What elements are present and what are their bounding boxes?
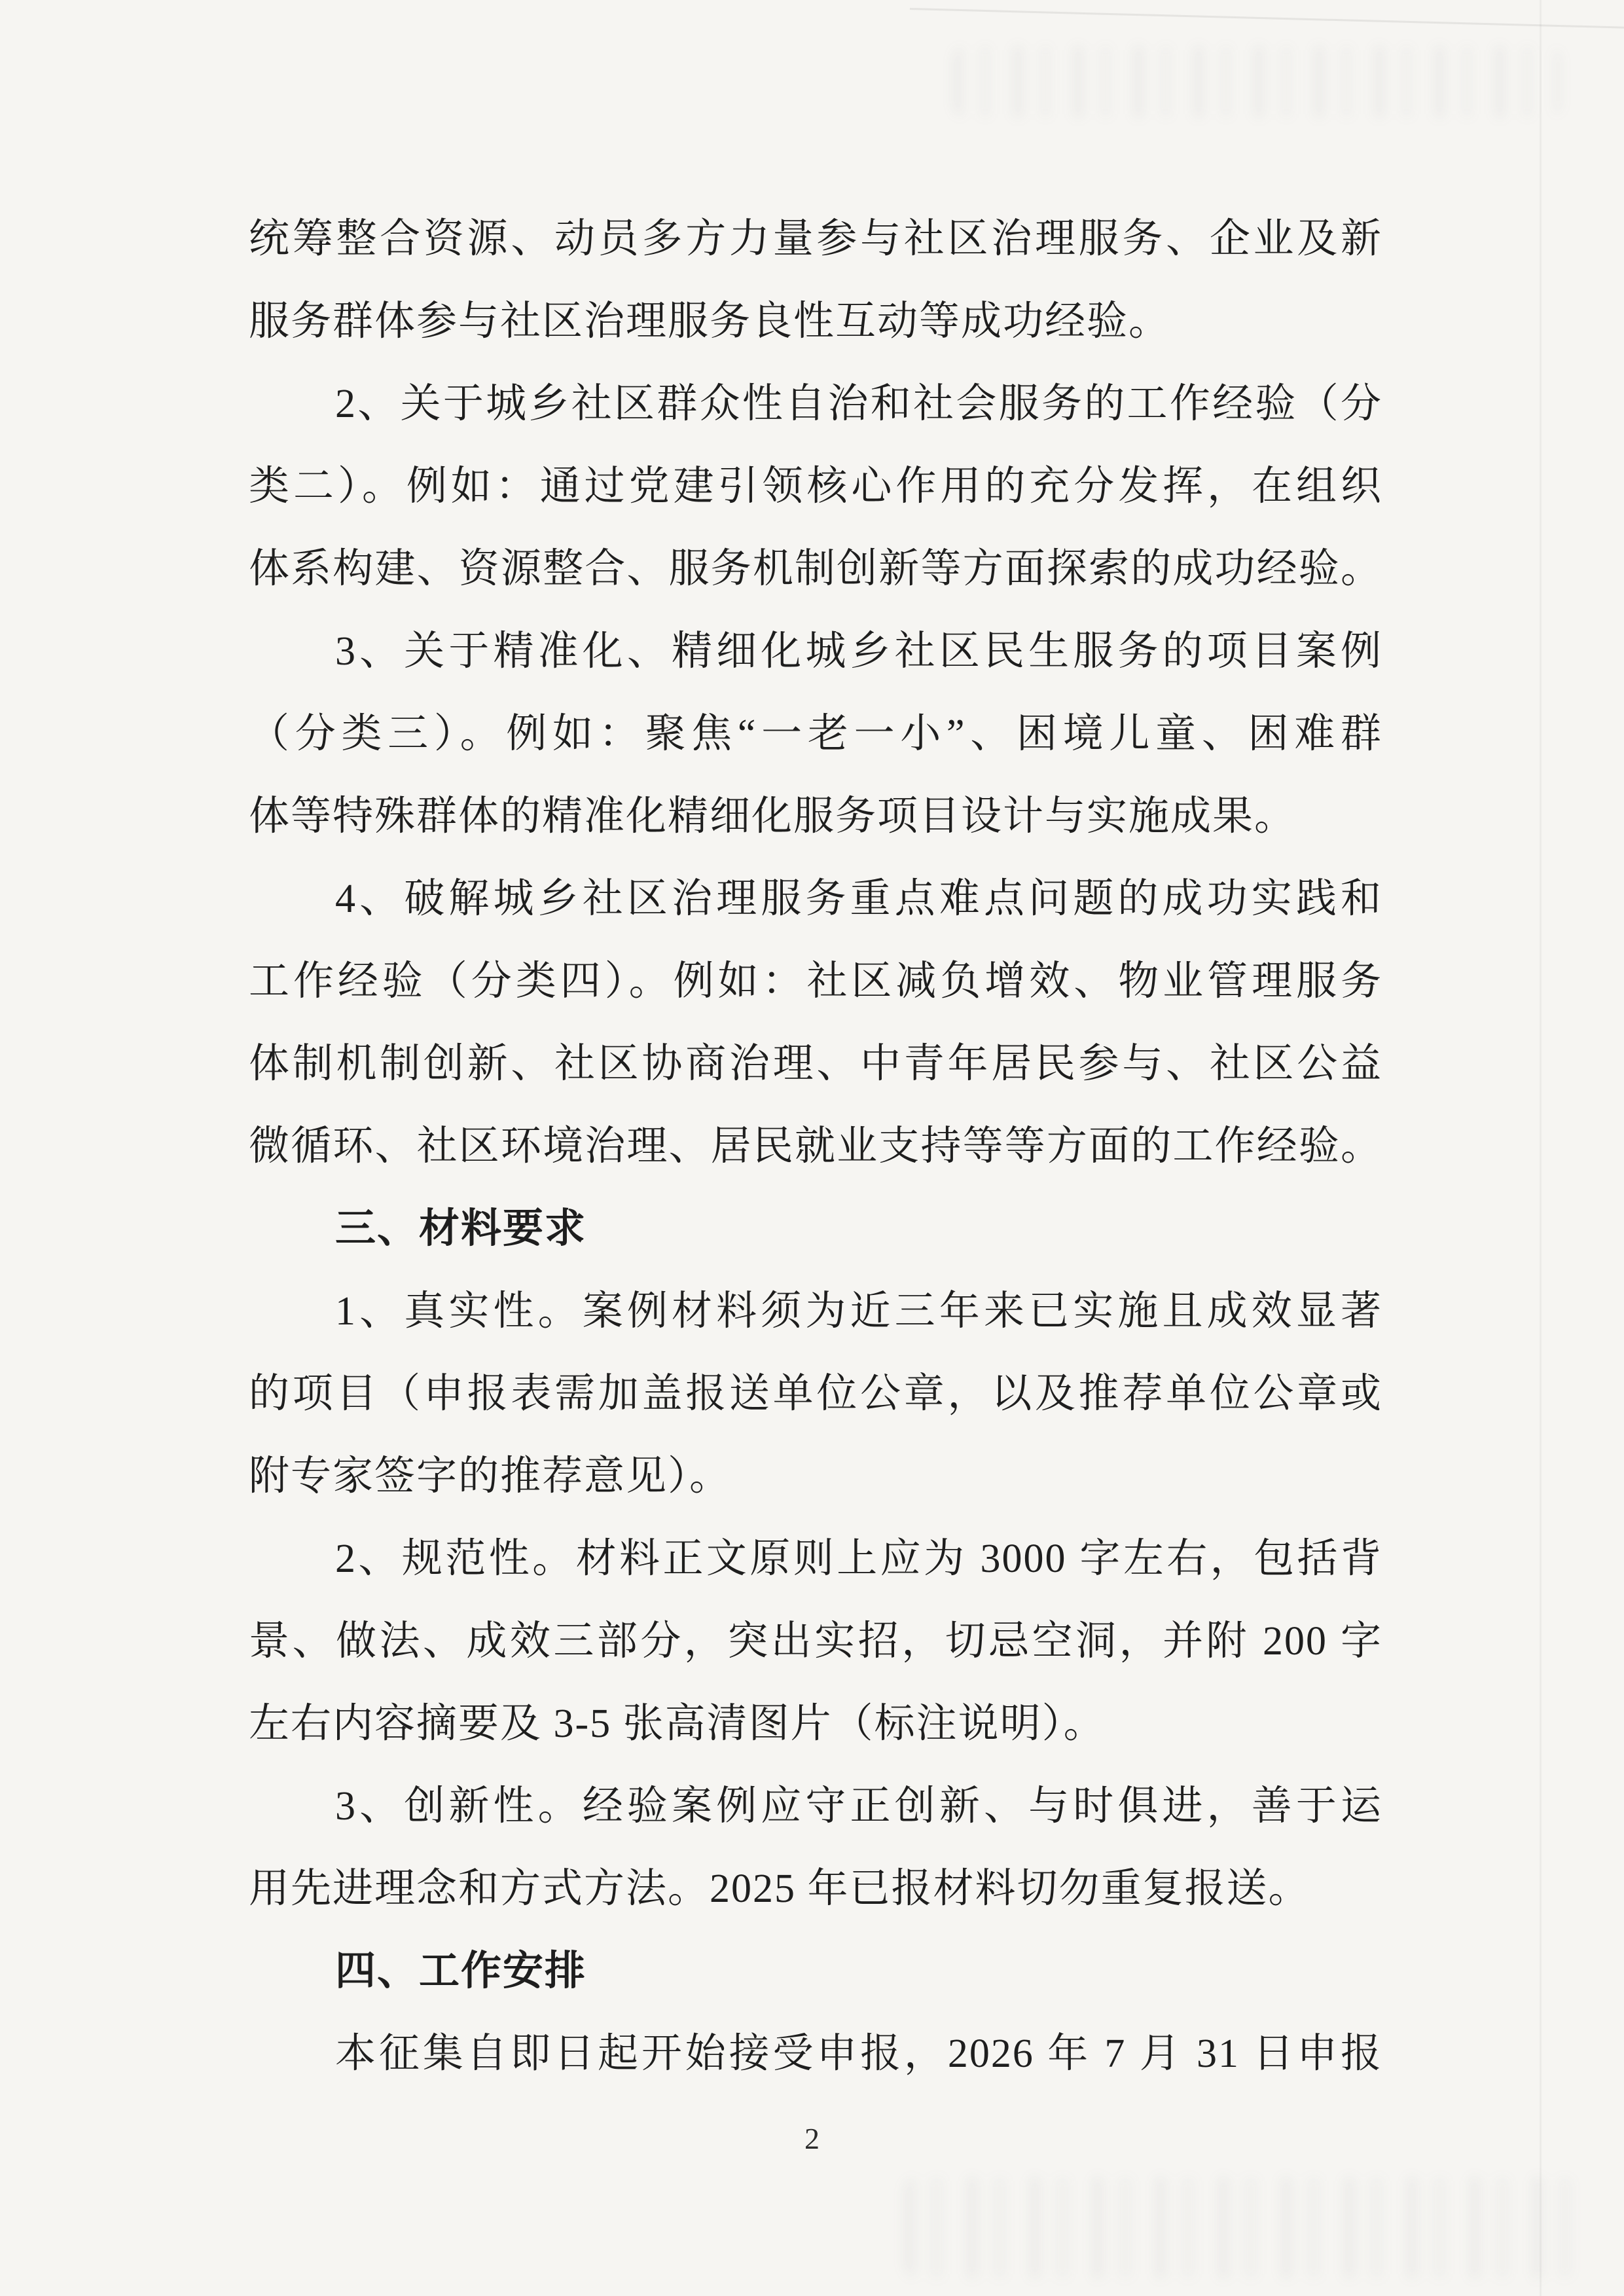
text-line: 本征集自即日起开始接受申报，2026 年 7 月 31 日申报 bbox=[335, 2032, 1382, 2076]
bleedthrough-smudge-bottom bbox=[903, 2177, 1578, 2278]
text-line: 统筹整合资源、动员多方力量参与社区治理服务、企业及新 bbox=[249, 217, 1382, 261]
text-line: 工作经验（分类四）。例如：社区减负增效、物业管理服务 bbox=[249, 959, 1382, 1004]
text-line: 体等特殊群体的精准化精细化服务项目设计与实施成果。 bbox=[249, 794, 1297, 839]
text-line: 用先进理念和方式方法。2025 年已报材料切勿重复报送。 bbox=[249, 1867, 1310, 1911]
bleedthrough-smudge-top bbox=[952, 46, 1561, 118]
text-line: 2、规范性。材料正文原则上应为 3000 字左右，包括背 bbox=[335, 1537, 1382, 1581]
text-line: 微循环、社区环境治理、居民就业支持等等方面的工作经验。 bbox=[249, 1124, 1382, 1169]
document-body bbox=[249, 198, 1382, 2095]
text-line: 景、做法、成效三部分，突出实招，切忌空洞，并附 200 字 bbox=[249, 1619, 1382, 1664]
text-line: 四、工作安排 bbox=[335, 1949, 587, 1994]
text-line: 1、真实性。案例材料须为近三年来已实施且成效显著 bbox=[335, 1289, 1382, 1334]
text-line: 的项目（申报表需加盖报送单位公章，以及推荐单位公章或 bbox=[249, 1372, 1382, 1416]
page-number: 2 bbox=[804, 2122, 820, 2155]
text-line: 3、创新性。经验案例应守正创新、与时俱进，善于运 bbox=[335, 1784, 1382, 1829]
text-line: 3、关于精准化、精细化城乡社区民生服务的项目案例 bbox=[335, 629, 1382, 674]
text-line: 三、材料要求 bbox=[335, 1207, 587, 1251]
text-line: 体制机制创新、社区协商治理、中青年居民参与、社区公益 bbox=[249, 1042, 1382, 1086]
text-line: 附专家签字的推荐意见）。 bbox=[249, 1454, 732, 1499]
scan-edge-line bbox=[910, 8, 1624, 29]
text-line: 4、破解城乡社区治理服务重点难点问题的成功实践和 bbox=[335, 877, 1382, 921]
scan-vertical-line bbox=[1540, 0, 1542, 2296]
text-line: 2、关于城乡社区群众性自治和社会服务的工作经验（分 bbox=[335, 382, 1382, 426]
text-line: 左右内容摘要及 3-5 张高清图片（标注说明）。 bbox=[249, 1702, 1106, 1746]
text-line: （分类三）。例如：聚焦“一老一小”、困境儿童、困难群 bbox=[249, 712, 1382, 756]
text-line: 服务群体参与社区治理服务良性互动等成功经验。 bbox=[249, 299, 1171, 344]
text-line: 体系构建、资源整合、服务机制创新等方面探索的成功经验。 bbox=[249, 547, 1382, 591]
text-line: 类二）。例如：通过党建引领核心作用的充分发挥，在组织 bbox=[249, 464, 1382, 509]
